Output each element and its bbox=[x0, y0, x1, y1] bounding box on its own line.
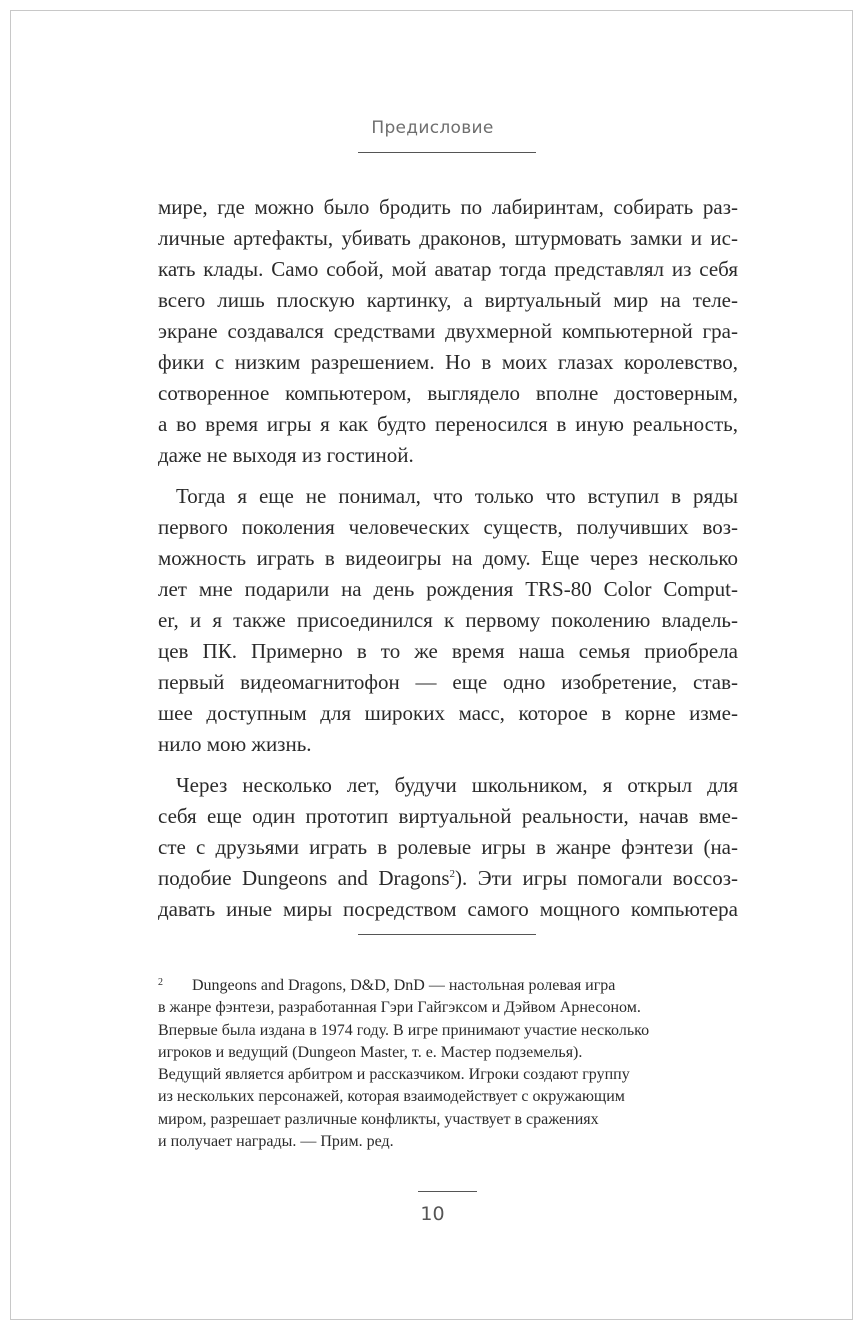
text-line: Тогда я еще не понимал, что только что вступил в ряды bbox=[176, 484, 738, 508]
footnote-line: миром, разрешает различные конфликты, участвует в сражениях bbox=[158, 1110, 599, 1128]
text-line: личные артефакты, убивать драконов, штурмовать замки и ис- bbox=[158, 226, 738, 250]
running-title: Предисловие bbox=[371, 118, 494, 138]
text-line: первого поколения человеческих существ, получивших воз- bbox=[158, 515, 738, 539]
footnote-line: в жанре фэнтези, разработанная Гэри Гайгэксом и Дэйвом Арнесоном. bbox=[158, 999, 641, 1017]
footnote-line: из нескольких персонажей, которая взаимодействует с окружающим bbox=[158, 1088, 625, 1106]
text-line: даже не выходя из гостиной. bbox=[158, 443, 414, 467]
footnote-reference[interactable]: 2 bbox=[449, 868, 456, 880]
text-line: кать клады. Само собой, мой аватар тогда представлял из себя bbox=[158, 257, 738, 281]
paragraph-2 bbox=[158, 481, 738, 760]
text-line: давать иные миры посредством самого мощного компьютера bbox=[158, 897, 738, 921]
page-number: 10 bbox=[420, 1203, 445, 1225]
text-line: экране создавался средствами двухмерной компьютерной гра- bbox=[158, 319, 738, 343]
text-line: цев ПК. Примерно в то же время наша семья приобрела bbox=[158, 639, 738, 663]
footnote-line: и получает награды. — Прим. ред. bbox=[158, 1133, 394, 1151]
text-line: Через несколько лет, будучи школьником, я открыл для bbox=[176, 773, 738, 797]
footnote-divider bbox=[358, 934, 536, 935]
main-text bbox=[158, 192, 738, 925]
paragraph-1 bbox=[158, 192, 738, 471]
text-line: er, и я также присоединился к первому поколению владель- bbox=[158, 608, 738, 632]
footnote-line: Впервые была издана в 1974 году. В игре принимают участие несколько bbox=[158, 1021, 650, 1039]
footnote bbox=[158, 972, 748, 1153]
text-line: лет мне подарили на день рождения TRS-80 Color Comput- bbox=[158, 577, 738, 601]
footnote-marker: 2 bbox=[158, 977, 163, 988]
text-line: а во время игры я как будто переносился в иную реальность, bbox=[158, 412, 738, 436]
paragraph-3 bbox=[158, 770, 738, 925]
text-line: фики с низким разрешением. Но в моих глазах королевство, bbox=[158, 350, 738, 374]
page-number-divider bbox=[418, 1191, 477, 1192]
text-line: сотворенное компьютером, выглядело вполне достоверным, bbox=[158, 381, 738, 405]
text-fragment: ). Эти игры помогали воссоз- bbox=[455, 866, 739, 890]
footnote-line: Ведущий является арбитром и рассказчиком. Игроки создают группу bbox=[158, 1066, 630, 1084]
text-line: себя еще один прототип виртуальной реальности, начав вме- bbox=[158, 804, 738, 828]
text-line: первый видеомагнитофон — еще одно изобретение, став- bbox=[158, 670, 738, 694]
text-line: сте с друзьями играть в ролевые игры в жанре фэнтези (на- bbox=[158, 835, 738, 859]
footnote-text: Dungeons and Dragons, D&D, DnD — настольная ролевая игра bbox=[192, 977, 616, 994]
text-line: можность играть в видеоигры на дому. Еще через несколько bbox=[158, 546, 738, 570]
text-line: нило мою жизнь. bbox=[158, 732, 312, 756]
text-line: мире, где можно было бродить по лабиринтам, собирать раз- bbox=[158, 195, 738, 219]
text-fragment: подобие Dungeons and Dragons bbox=[158, 866, 450, 890]
footnote-line: игроков и ведущий (Dungeon Master, т. е. Мастер подземелья). bbox=[158, 1043, 583, 1061]
text-line: всего лишь плоскую картинку, а виртуальный мир на теле- bbox=[158, 288, 738, 312]
footnote-first-line bbox=[158, 972, 748, 997]
text-line: шее доступным для широких масс, которое в корне изме- bbox=[158, 701, 738, 725]
header-divider bbox=[358, 152, 536, 153]
text-line-with-footnote-ref bbox=[158, 863, 738, 894]
